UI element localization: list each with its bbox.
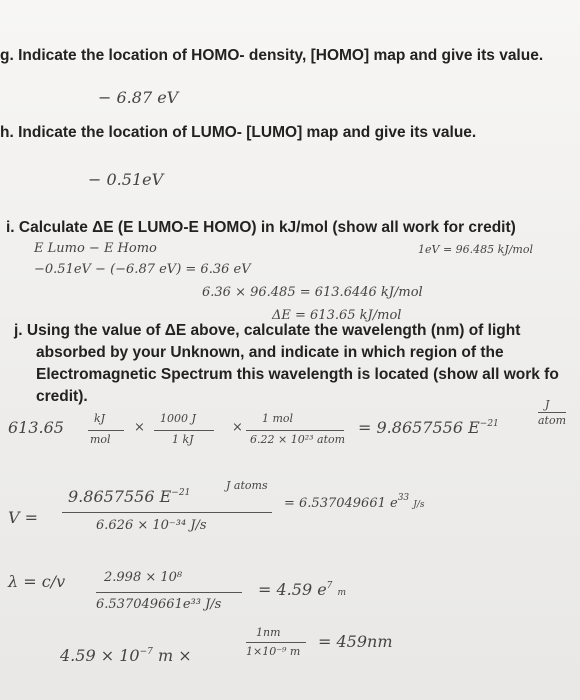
frequency-lhs: V = [8, 508, 39, 527]
energy-start-value: 613.65 [8, 418, 64, 437]
conversion-result: = 459nm [318, 632, 393, 651]
frequency-numerator: 9.8657556 $E^{-21}$ [68, 487, 191, 506]
question-g-answer: − 6.87 eV [98, 88, 179, 107]
conversion-factor-denominator: 1×10⁻⁹ m [246, 645, 301, 658]
question-j-line3: Electromagnetic Spectrum this wavelength is located (show all work fo [36, 366, 559, 383]
energy-result-unit-numerator: J [545, 398, 550, 411]
question-h-answer: − 0.51eV [88, 170, 164, 189]
frequency-numerator-unit: J atoms [226, 479, 268, 492]
energy-factor1-numerator: kJ [94, 412, 106, 425]
energy-factor1-bar [88, 430, 124, 431]
conversion-factor-numerator: 1nm [256, 626, 281, 639]
energy-factor1-denominator: mol [90, 433, 111, 446]
question-i-conversion-factor: 1eV = 96.485 kJ/mol [418, 243, 534, 256]
question-i-step2: 6.36 × 96.485 = 613.6446 kJ/mol [202, 285, 423, 300]
energy-result: = 9.8657556 $E^{-21}$ [358, 418, 499, 437]
energy-factor2-denominator: 1 kJ [172, 433, 194, 446]
frequency-denominator: 6.626 × 10⁻³⁴ J/s [96, 518, 207, 533]
conversion-start: $4.59 \times 10^{-7}$ m × [60, 646, 192, 665]
energy-result-unit-denominator: atom [538, 414, 567, 427]
question-i-formula: E Lumo − E Homo [34, 241, 157, 256]
conversion-factor-bar [246, 642, 306, 643]
frequency-result: = 6.537049661 $e^{33}$ J/s [284, 493, 425, 511]
question-g-prompt: g. Indicate the location of HOMO- density, [HOMO] map and give its value. [0, 47, 544, 64]
wavelength-fraction-bar [96, 592, 242, 593]
energy-factor3-denominator: 6.22 × 10²³ atom [250, 433, 346, 446]
wavelength-lhs: λ = c/v [8, 572, 66, 591]
wavelength-numerator: 2.998 × 10⁸ [104, 570, 183, 585]
energy-factor3-bar [246, 430, 344, 431]
frequency-fraction-bar [62, 512, 272, 513]
question-h-prompt: h. Indicate the location of LUMO- [LUMO] map and give its value. [0, 124, 477, 141]
energy-factor2-bar [154, 430, 214, 431]
energy-factor2-numerator: 1000 J [160, 412, 196, 425]
wavelength-result: = 4.59 $e^7$ m [258, 580, 347, 599]
energy-times-2: × [232, 420, 243, 435]
question-j-line4: credit). [36, 388, 88, 405]
question-i-result: ΔE = 613.65 kJ/mol [272, 308, 402, 323]
energy-result-unit-bar [538, 412, 566, 413]
energy-factor3-numerator: 1 mol [262, 412, 294, 425]
energy-times-1: × [134, 420, 145, 435]
question-i-prompt: i. Calculate ΔE (E LUMO-E HOMO) in kJ/mol (show all work for credit) [6, 219, 516, 236]
question-j-line2: absorbed by your Unknown, and indicate in which region of the [36, 344, 504, 361]
wavelength-denominator: 6.537049661e³³ J/s [96, 597, 222, 612]
question-i-step1: −0.51eV − (−6.87 eV) = 6.36 eV [34, 262, 251, 277]
question-j-line1: j. Using the value of ΔE above, calculate the wavelength (nm) of light [14, 322, 521, 339]
